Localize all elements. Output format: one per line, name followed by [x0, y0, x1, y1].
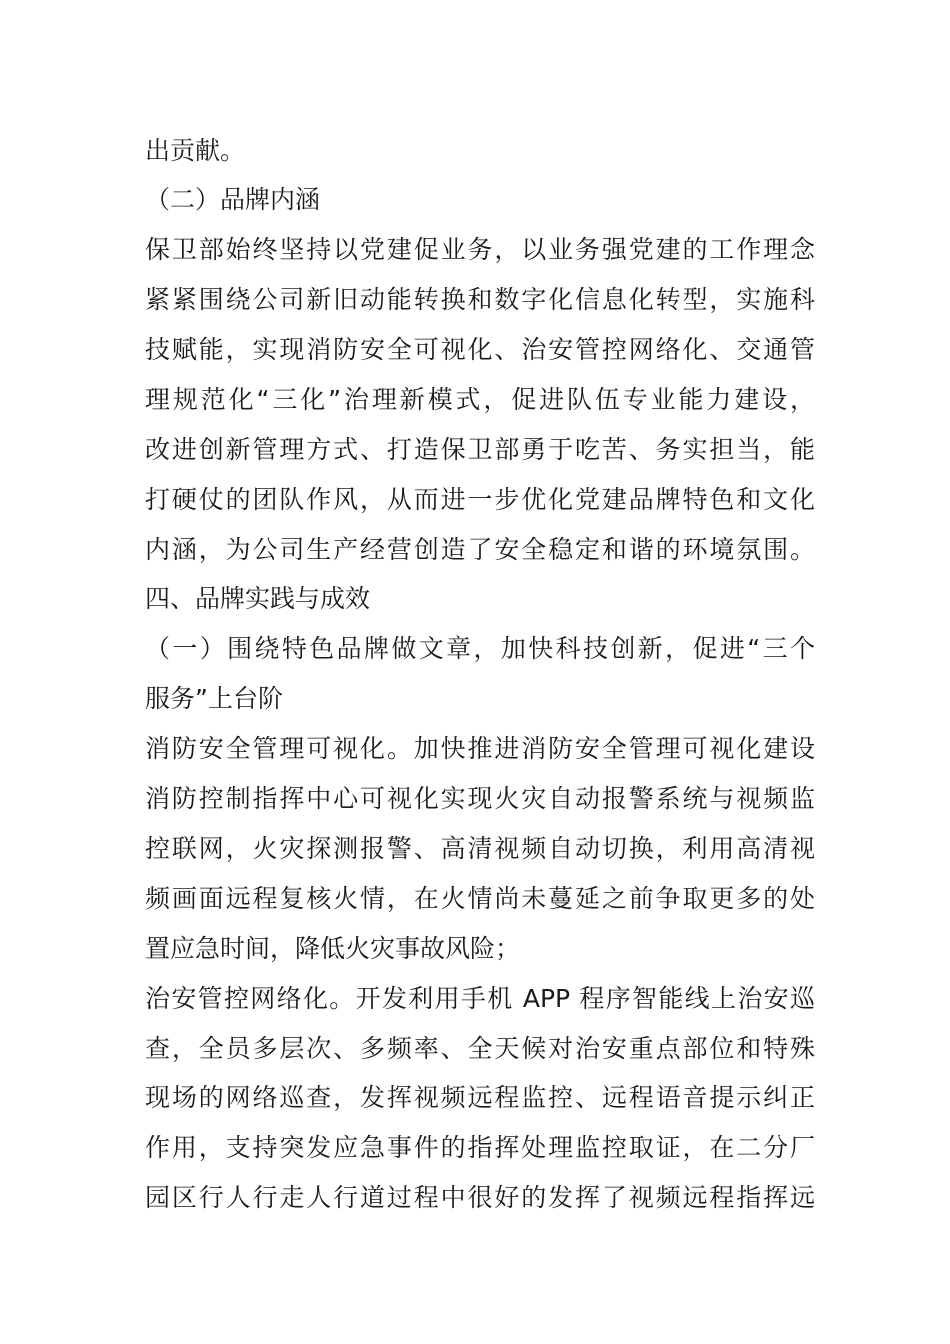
text-line: 园区行人行走人行道过程中很好的发挥了视频远程指挥远	[145, 1183, 815, 1212]
text-line: 查，全员多层次、多频率、全天候对治安重点部位和特殊	[145, 1034, 815, 1063]
text-line: 保卫部始终坚持以党建促业务，以业务强党建的工作理念	[145, 235, 815, 264]
text-line: 理规范化“三化”治理新模式，促进队伍专业能力建设，	[145, 385, 815, 414]
text-line: 治安管控网络化。开发利用手机 APP 程序智能线上治安巡	[145, 984, 815, 1013]
text-line: 消防安全管理可视化。加快推进消防安全管理可视化建设	[145, 734, 815, 763]
text-line: 出贡献。	[145, 136, 246, 165]
text-line: 频画面远程复核火情，在火情尚未蔓延之前争取更多的处	[145, 884, 815, 913]
text-line: 紧紧围绕公司新旧动能转换和数字化信息化转型，实施科	[145, 285, 815, 314]
section-heading: （二）品牌内涵	[145, 185, 321, 214]
subsection-heading: （一）围绕特色品牌做文章，加快科技创新，促进“三个	[145, 634, 815, 663]
text-line: 技赋能，实现消防安全可视化、治安管控网络化、交通管	[145, 335, 815, 364]
section-heading: 四、品牌实践与成效	[145, 584, 371, 613]
text-line: 置应急时间，降低火灾事故风险；	[145, 934, 521, 963]
text-line: 内涵，为公司生产经营创造了安全稳定和谐的环境氛围。	[145, 535, 815, 564]
text-line: 打硬仗的团队作风，从而进一步优化党建品牌特色和文化	[145, 485, 815, 514]
text-line: 改进创新管理方式、打造保卫部勇于吃苦、务实担当，能	[145, 435, 815, 464]
text-line: 现场的网络巡查，发挥视频远程监控、远程语音提示纠正	[145, 1083, 815, 1112]
subsection-heading: 服务”上台阶	[145, 684, 283, 713]
text-line: 控联网，火灾探测报警、高清视频自动切换，利用高清视	[145, 834, 815, 863]
text-line: 作用，支持突发应急事件的指挥处理监控取证，在二分厂	[145, 1133, 815, 1162]
text-line: 消防控制指挥中心可视化实现火灾自动报警系统与视频监	[145, 784, 815, 813]
